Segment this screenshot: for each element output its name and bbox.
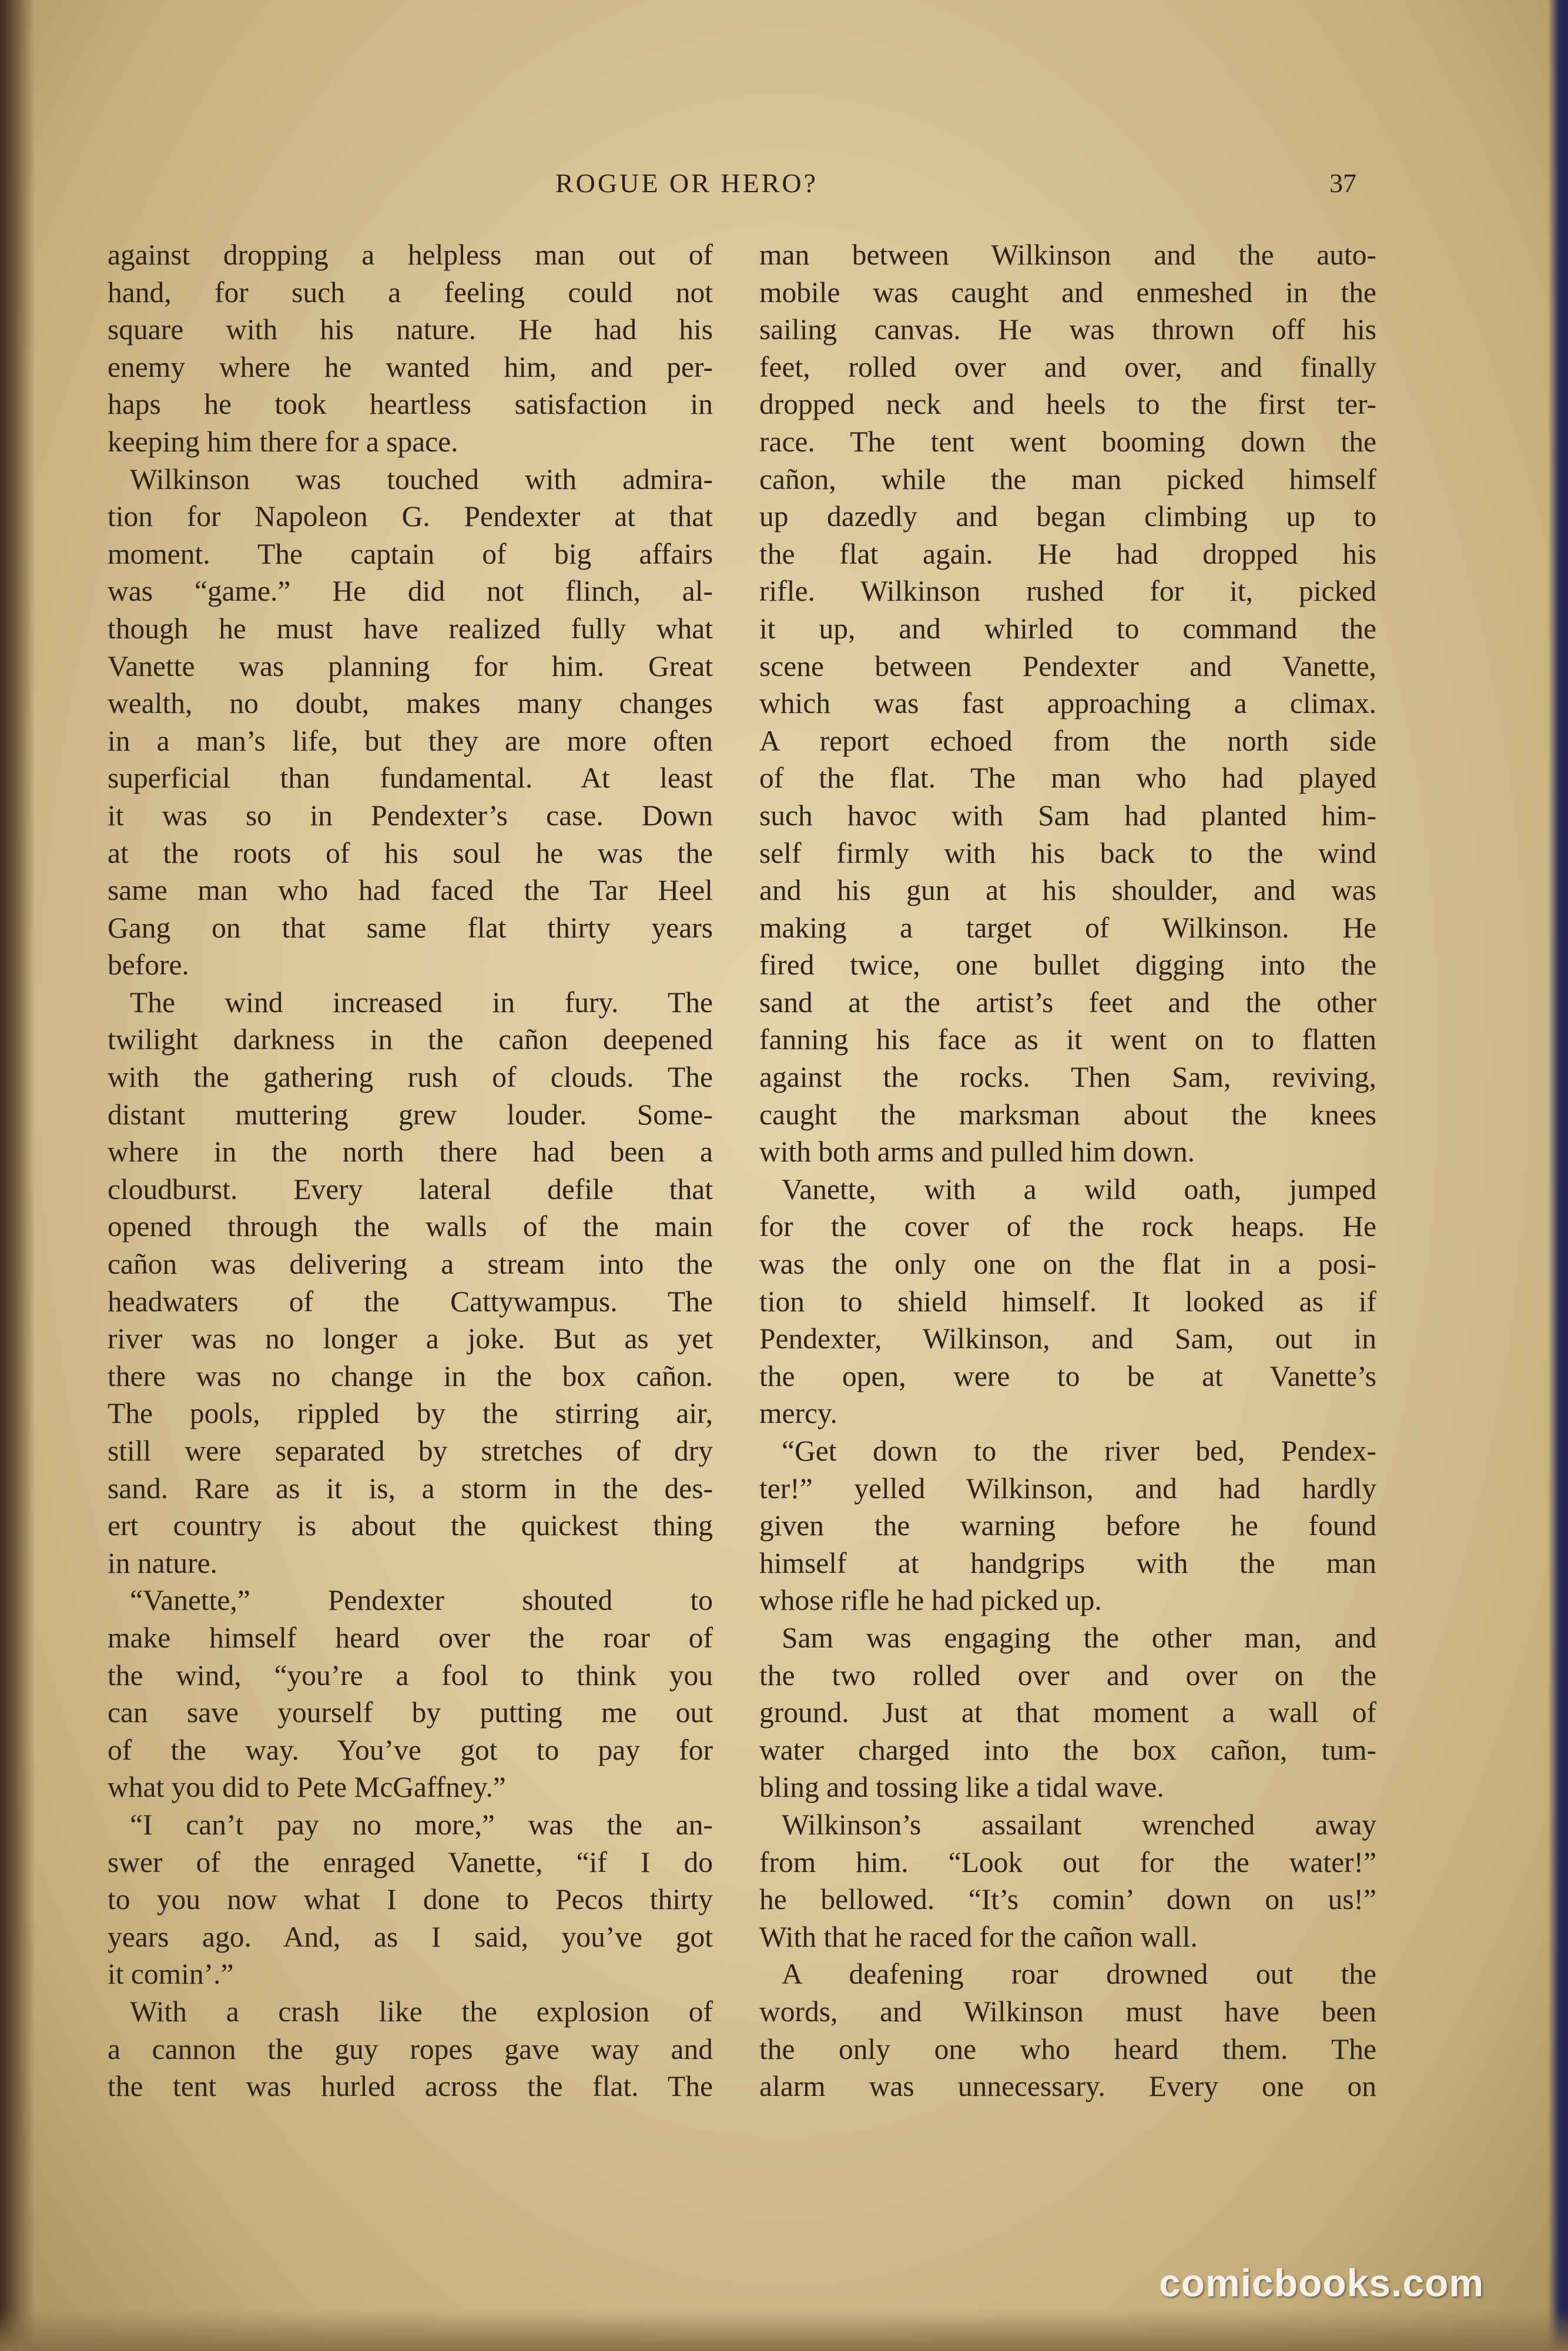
text-line: Wilkinson’s assailant wrenched away — [782, 1808, 1376, 1841]
text-line: what you did to Pete McGaffney.” — [108, 1771, 506, 1804]
text-line: Gang on that same flat thirty years — [108, 911, 713, 944]
text-line: Pendexter, Wilkinson, and Sam, out in — [759, 1322, 1376, 1355]
text-line: cloudburst. Every lateral defile that — [108, 1173, 713, 1205]
text-line: of the way. You’ve got to pay for — [108, 1733, 713, 1766]
text-line: was “game.” He did not flinch, al- — [108, 575, 713, 608]
text-line: hand, for such a feeling could not — [108, 276, 713, 309]
text-line: in nature. — [108, 1546, 217, 1579]
text-line: mercy. — [759, 1397, 837, 1430]
text-line: “I can’t pay no more,” was the an- — [130, 1808, 713, 1841]
text-line: making a target of Wilkinson. He — [759, 911, 1376, 944]
text-line: bling and tossing like a tidal wave. — [759, 1771, 1164, 1804]
text-line: the wind, “you’re a fool to think you — [108, 1659, 713, 1692]
text-line: years ago. And, as I said, you’ve got — [108, 1920, 713, 1953]
text-line: scene between Pendexter and Vanette, — [759, 649, 1376, 682]
text-line: tion for Napoleon G. Pendexter at that — [108, 500, 713, 533]
text-line: square with his nature. He had his — [108, 313, 713, 346]
text-line: which was fast approaching a climax. — [759, 687, 1376, 720]
text-line: The wind increased in fury. The — [130, 986, 713, 1019]
text-line: was the only one on the flat in a posi- — [759, 1248, 1376, 1281]
watermark-logo: comicbooks.com — [1159, 2261, 1485, 2305]
text-line: cañon was delivering a stream into the — [108, 1248, 713, 1281]
text-line: feet, rolled over and over, and finally — [759, 350, 1376, 383]
text-line: same man who had faced the Tar Heel — [108, 874, 713, 907]
page-edge-right — [1548, 0, 1568, 2351]
text-line: Vanette, with a wild oath, jumped — [782, 1173, 1376, 1205]
text-line: opened through the walls of the main — [108, 1210, 713, 1243]
text-line: he bellowed. “It’s comin’ down on us!” — [759, 1883, 1376, 1916]
text-line: words, and Wilkinson must have been — [759, 1995, 1376, 2028]
text-line: ter!” yelled Wilkinson, and had hardly — [759, 1472, 1376, 1505]
text-line: distant muttering grew louder. Some- — [108, 1098, 713, 1131]
text-line: the flat again. He had dropped his — [759, 537, 1376, 570]
text-line: With a crash like the explosion of — [130, 1995, 713, 2028]
text-line: at the roots of his soul he was the — [108, 836, 713, 869]
text-line: it up, and whirled to command the — [759, 612, 1376, 645]
text-line: though he must have realized fully what — [108, 612, 713, 645]
text-line: “Get down to the river bed, Pendex- — [782, 1435, 1376, 1467]
page-spine-shadow — [0, 0, 35, 2351]
text-line: tion to shield himself. It looked as if — [759, 1285, 1376, 1318]
text-line: twilight darkness in the cañon deepened — [108, 1023, 713, 1056]
text-line: superficial than fundamental. At least — [108, 762, 713, 795]
text-line: for the cover of the rock heaps. He — [759, 1210, 1376, 1243]
text-line: river was no longer a joke. But as yet — [108, 1322, 713, 1355]
text-line: mobile was caught and enmeshed in the — [759, 276, 1376, 309]
text-column-right — [759, 236, 1376, 2105]
text-line: can save yourself by putting me out — [108, 1696, 713, 1729]
text-line: sand at the artist’s feet and the other — [759, 986, 1376, 1019]
text-line: a cannon the guy ropes gave way and — [108, 2032, 713, 2065]
text-line: Wilkinson was touched with admira- — [130, 463, 713, 495]
text-line: against dropping a helpless man out of — [108, 239, 713, 271]
text-line: caught the marksman about the knees — [759, 1098, 1376, 1131]
text-line: before. — [108, 949, 189, 982]
text-line: to you now what I done to Pecos thirty — [108, 1883, 713, 1916]
text-line: the two rolled over and over on the — [759, 1659, 1376, 1692]
text-line: headwaters of the Cattywampus. The — [108, 1285, 713, 1318]
text-line: man between Wilkinson and the auto- — [759, 239, 1376, 271]
text-line: the only one who heard them. The — [759, 2032, 1376, 2065]
text-line: the tent was hurled across the flat. The — [108, 2070, 713, 2103]
text-line: A deafening roar drowned out the — [782, 1958, 1376, 1991]
text-line: Vanette was planning for him. Great — [108, 649, 713, 682]
text-line: water charged into the box cañon, tum- — [759, 1733, 1376, 1766]
text-line: ground. Just at that moment a wall of — [759, 1696, 1376, 1729]
text-line: fired twice, one bullet digging into the — [759, 949, 1376, 982]
text-line: against the rocks. Then Sam, reviving, — [759, 1061, 1376, 1094]
text-line: given the warning before he found — [759, 1509, 1376, 1542]
text-line: it comin’.” — [108, 1958, 234, 1991]
text-line: A report echoed from the north side — [759, 724, 1376, 757]
text-line: ert country is about the quickest thing — [108, 1509, 713, 1542]
text-line: with the gathering rush of clouds. The — [108, 1061, 713, 1094]
text-line: wealth, no doubt, makes many changes — [108, 687, 713, 720]
text-line: With that he raced for the cañon wall. — [759, 1920, 1198, 1953]
text-line: sailing canvas. He was thrown off his — [759, 313, 1376, 346]
text-line: cañon, while the man picked himself — [759, 463, 1376, 495]
text-line: make himself heard over the roar of — [108, 1621, 713, 1654]
text-line: there was no change in the box cañon. — [108, 1359, 713, 1392]
text-line: fanning his face as it went on to flatten — [759, 1023, 1376, 1056]
text-line: it was so in Pendexter’s case. Down — [108, 799, 713, 832]
text-line: with both arms and pulled him down. — [759, 1136, 1195, 1168]
text-line: “Vanette,” Pendexter shouted to — [130, 1584, 713, 1617]
text-line: swer of the enraged Vanette, “if I do — [108, 1846, 713, 1878]
page-edge-bottom — [0, 2310, 1568, 2351]
text-line: keeping him there for a space. — [108, 425, 458, 458]
text-line: enemy where he wanted him, and per- — [108, 350, 713, 383]
text-line: from him. “Look out for the water!” — [759, 1846, 1376, 1878]
text-line: of the flat. The man who had played — [759, 762, 1376, 795]
running-title: ROGUE OR HERO? — [555, 168, 818, 198]
text-line: rifle. Wilkinson rushed for it, picked — [759, 575, 1376, 608]
text-line: alarm was unnecessary. Every one on — [759, 2070, 1376, 2103]
text-column-left — [108, 236, 713, 2105]
text-line: and his gun at his shoulder, and was — [759, 874, 1376, 907]
text-line: self firmly with his back to the wind — [759, 836, 1376, 869]
text-line: Sam was engaging the other man, and — [782, 1621, 1376, 1654]
text-line: sand. Rare as it is, a storm in the des- — [108, 1472, 713, 1505]
text-line: still were separated by stretches of dry — [108, 1435, 713, 1467]
text-line: whose rifle he had picked up. — [759, 1584, 1102, 1617]
text-line: dropped neck and heels to the first ter- — [759, 388, 1376, 421]
text-line: The pools, rippled by the stirring air, — [108, 1397, 713, 1430]
text-line: up dazedly and began climbing up to — [759, 500, 1376, 533]
text-line: race. The tent went booming down the — [759, 425, 1376, 458]
page-number: 37 — [1329, 168, 1356, 198]
text-line: such havoc with Sam had planted him- — [759, 799, 1376, 832]
text-line: where in the north there had been a — [108, 1136, 713, 1168]
text-line: haps he took heartless satisfaction in — [108, 388, 713, 421]
text-line: moment. The captain of big affairs — [108, 537, 713, 570]
text-line: the open, were to be at Vanette’s — [759, 1359, 1376, 1392]
text-line: himself at handgrips with the man — [759, 1546, 1376, 1579]
text-line: in a man’s life, but they are more often — [108, 724, 713, 757]
